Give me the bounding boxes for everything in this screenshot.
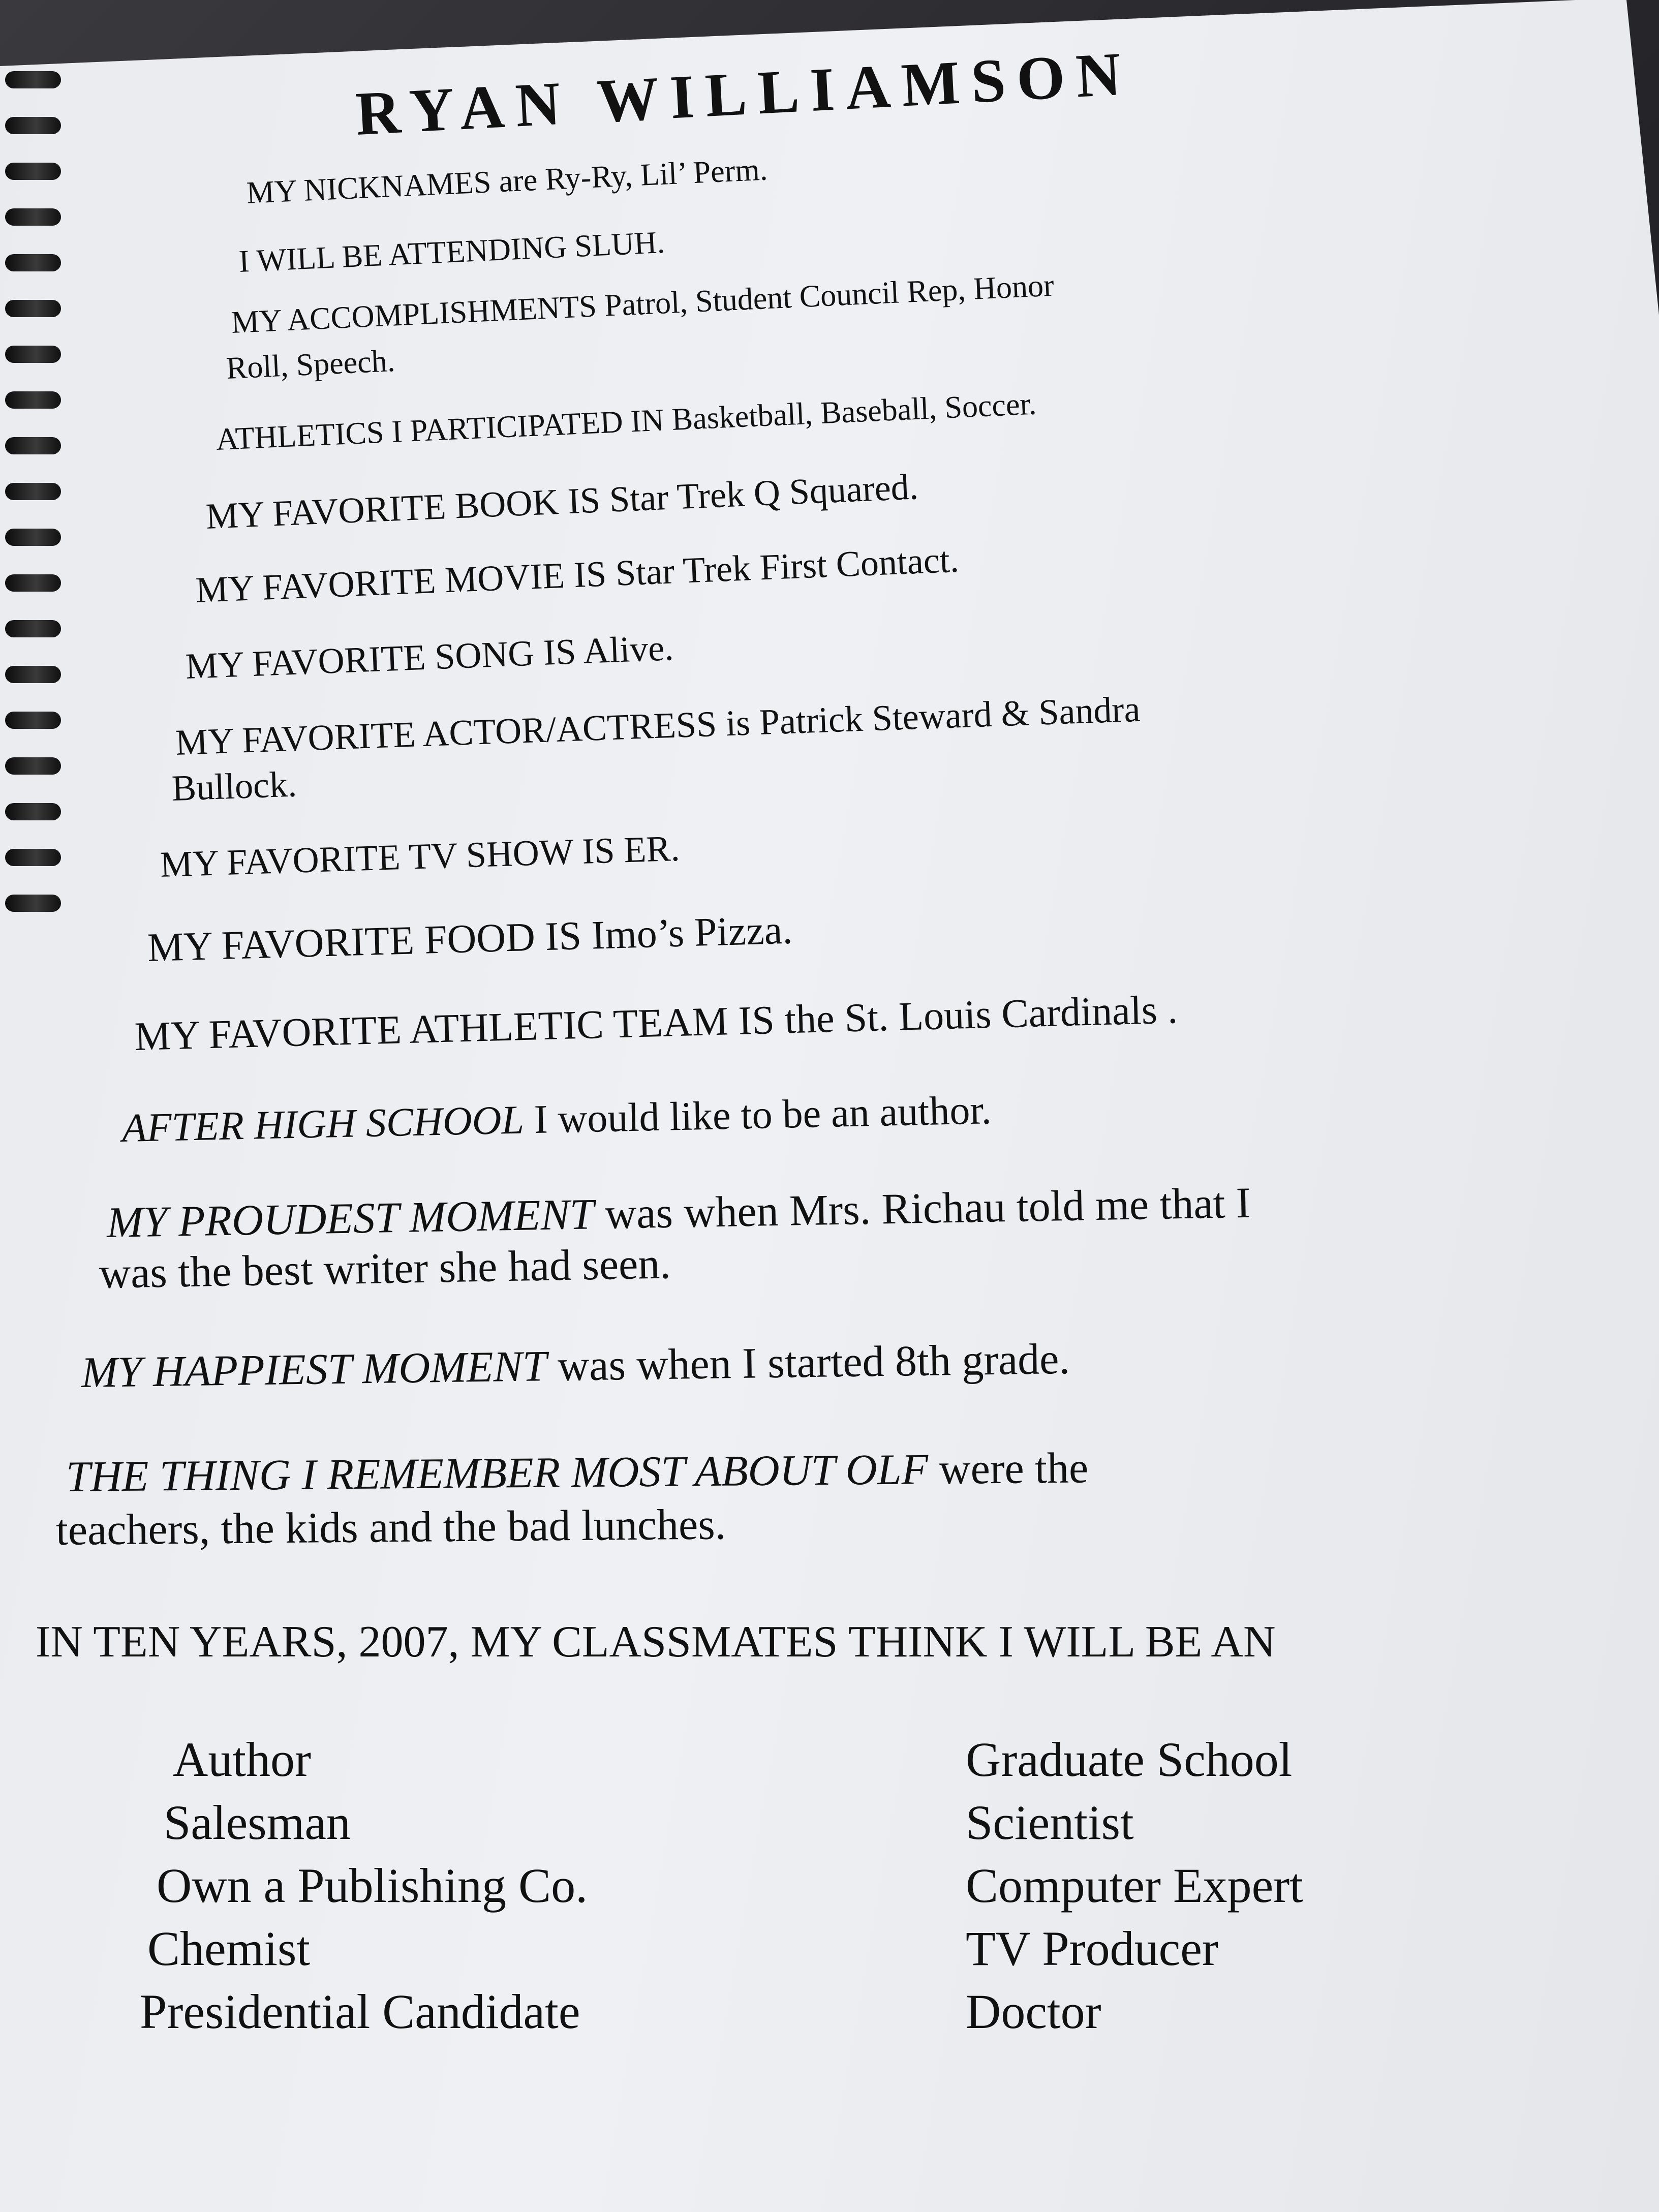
- entry-label: MY FAVORITE ATHLETIC TEAM IS: [134, 998, 776, 1059]
- entry-accomplishments: [230, 268, 1055, 341]
- entry-value: Patrol, Student Council Rep, Honor: [603, 268, 1055, 323]
- entry-label: THE THING I REMEMBER MOST ABOUT OLF: [66, 1445, 929, 1501]
- entry-label: I WILL BE ATTENDING: [238, 229, 568, 279]
- entry-value-cont: Bullock.: [171, 763, 298, 809]
- entry-value: was when Mrs. Richau told me that I: [604, 1178, 1251, 1238]
- entry-label: MY PROUDEST MOMENT: [106, 1189, 595, 1247]
- entry-label: MY ACCOMPLISHMENTS: [230, 289, 598, 340]
- entry-actor: [175, 688, 1141, 764]
- entry-value: Imo’s Pizza.: [591, 907, 793, 958]
- entry-label: MY FAVORITE ACTOR/ACTRESS: [174, 703, 718, 763]
- entry-happiest-moment: [81, 1333, 1070, 1398]
- entry-label: AFTER HIGH SCHOOL: [121, 1097, 525, 1151]
- entry-value: Alive.: [582, 627, 674, 671]
- prediction-item: Chemist: [147, 1921, 311, 1976]
- entry-accomplishments-cont: [225, 343, 395, 387]
- prediction-item: Presidential Candidate: [140, 1984, 580, 2039]
- entry-value: Star Trek First Contact.: [615, 539, 960, 594]
- entry-value-cont: teachers, the kids and the bad lunches.: [55, 1499, 726, 1554]
- entry-remember-most: [66, 1442, 1089, 1502]
- entry-value: the St. Louis Cardinals .: [784, 987, 1179, 1042]
- entry-value: Basketball, Baseball, Soccer.: [671, 386, 1037, 437]
- entry-remember-most-cont: [56, 1498, 726, 1555]
- entry-nicknames: [245, 151, 768, 211]
- entry-label: MY FAVORITE FOOD IS: [146, 913, 582, 970]
- entry-tv-show: [160, 827, 681, 886]
- entry-value: Star Trek Q Squared.: [608, 466, 919, 520]
- entry-book: [205, 466, 919, 538]
- page-title: RYAN WILLIAMSON: [354, 39, 1134, 148]
- entry-value: I would like to be an author.: [533, 1088, 992, 1143]
- prediction-item: Scientist: [966, 1795, 1134, 1850]
- entry-value: ER.: [623, 827, 681, 871]
- entry-value: were the: [939, 1443, 1089, 1494]
- classmates-heading: IN TEN YEARS, 2007, MY CLASSMATES THINK I WILL BE AN: [36, 1617, 1276, 1667]
- prediction-item: Computer Expert: [966, 1858, 1303, 1913]
- prediction-item: Own a Publishing Co.: [157, 1858, 588, 1913]
- prediction-item: Graduate School: [966, 1732, 1293, 1787]
- entry-attending: [238, 225, 665, 280]
- entry-after-high-school: [121, 1087, 992, 1152]
- entry-label: MY FAVORITE BOOK IS: [205, 479, 601, 537]
- entry-label: MY HAPPIEST MOMENT: [81, 1341, 547, 1397]
- predictions-right-list: [966, 1728, 1303, 2043]
- entry-movie: [195, 539, 960, 611]
- predictions-left-list: [140, 1728, 588, 2043]
- entry-value: Ry-Ry, Lil’ Perm.: [544, 152, 769, 197]
- entry-proudest-moment-cont: [99, 1238, 671, 1299]
- entry-value-cont: was the best writer she had seen.: [99, 1239, 671, 1298]
- prediction-item: Author: [173, 1732, 311, 1787]
- entry-actor-cont: [171, 763, 298, 810]
- entry-label: MY FAVORITE MOVIE IS: [195, 553, 607, 610]
- entry-athletic-team: [134, 987, 1178, 1060]
- entry-value: was when I started 8th grade.: [557, 1334, 1070, 1390]
- entry-value-cont: Roll, Speech.: [225, 343, 396, 386]
- entry-proudest-moment: [106, 1177, 1251, 1248]
- entry-value: SLUH.: [573, 225, 666, 264]
- entry-value: is Patrick Steward & Sandra: [725, 688, 1141, 744]
- prediction-item: Doctor: [966, 1984, 1101, 2039]
- entry-label: MY NICKNAMES are: [245, 163, 538, 210]
- entry-food: [147, 907, 793, 971]
- entry-label: ATHLETICS I PARTICIPATED IN: [215, 403, 665, 457]
- prediction-item: Salesman: [164, 1795, 351, 1850]
- entry-label: MY FAVORITE SONG IS: [185, 631, 577, 687]
- entry-label: MY FAVORITE TV SHOW IS: [159, 830, 616, 885]
- prediction-item: TV Producer: [966, 1921, 1218, 1976]
- entry-song: [185, 627, 674, 688]
- entry-athletics: [215, 386, 1037, 458]
